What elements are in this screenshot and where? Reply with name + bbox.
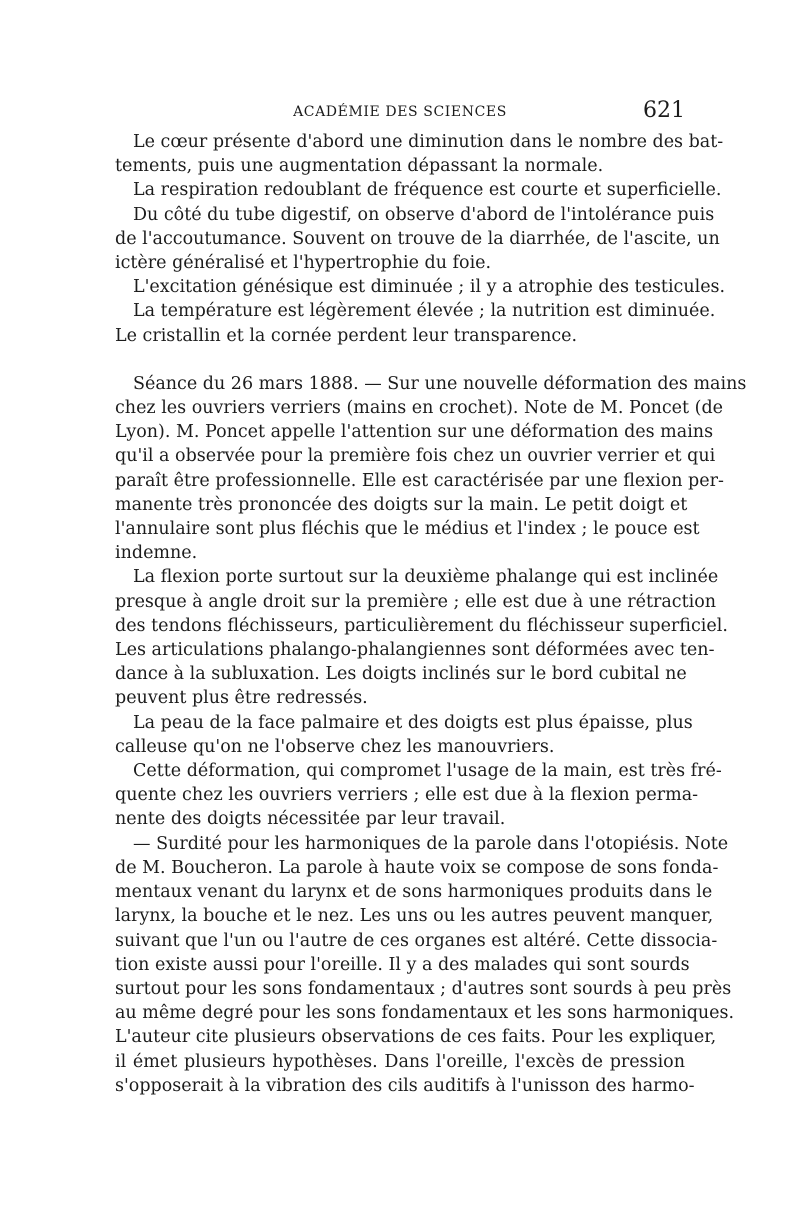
text-line: calleuse qu'on ne l'observe chez les manouvriers.: [115, 736, 555, 757]
text-line: L'excitation génésique est diminuée ; il y a atrophie des testicules.: [133, 277, 726, 298]
page-body: [115, 130, 747, 1098]
text-line: tements, puis une augmentation dépassant la normale.: [115, 156, 604, 177]
text-line: La peau de la face palmaire et des doigts est plus épaisse, plus: [133, 712, 693, 733]
text-line: peuvent plus être redressés.: [115, 688, 368, 709]
text-line: mentaux venant du larynx et de sons harmoniques produits dans le: [115, 882, 713, 903]
text-line: qu'il a observée pour la première fois chez un ouvrier verrier et qui: [115, 446, 716, 467]
text-line: Les articulations phalango-phalangiennes sont déformées avec ten-: [115, 640, 715, 661]
page-number: 621: [643, 98, 685, 123]
text-line: La flexion porte surtout sur la deuxième phalange qui est inclinée: [133, 567, 719, 588]
text-line: Le cristallin et la cornée perdent leur transparence.: [115, 325, 578, 346]
running-head: ACADÉMIE DES SCIENCES: [293, 104, 507, 120]
text-line: dance à la subluxation. Les doigts inclinés sur le bord cubital ne: [115, 664, 687, 685]
text-line: l'annulaire sont plus fléchis que le médius et l'index ; le pouce est: [115, 519, 700, 540]
text-line: Du côté du tube digestif, on observe d'abord de l'intolérance puis: [133, 204, 715, 225]
text-line: suivant que l'un ou l'autre de ces organes est altéré. Cette dissocia-: [115, 930, 718, 951]
text-line: quente chez les ouvriers verriers ; elle est due à la flexion perma-: [115, 785, 699, 806]
text-line: tion existe aussi pour l'oreille. Il y a des malades qui sont sourds: [115, 954, 690, 975]
text-line: au même degré pour les sons fondamentaux et les sons harmoniques.: [115, 1003, 735, 1024]
section-gap: [115, 348, 685, 372]
text-line: — Surdité pour les harmoniques de la parole dans l'otopiésis. Note: [133, 833, 729, 854]
text-line: presque à angle droit sur la première ; elle est due à une rétraction: [115, 591, 717, 612]
text-line: L'auteur cite plusieurs observations de ces faits. Pour les expliquer,: [115, 1027, 717, 1048]
text-line: La température est légèrement élevée ; la nutrition est diminuée.: [133, 301, 716, 322]
text-line: s'opposerait à la vibration des cils auditifs à l'unisson des harmo-: [115, 1075, 695, 1096]
text-line: Séance du 26 mars 1888. — Sur une nouvelle déformation des mains: [133, 373, 747, 394]
text-line: de M. Boucheron. La parole à haute voix se compose de sons fonda-: [115, 857, 719, 878]
text-line: il émet plusieurs hypothèses. Dans l'oreille, l'excès de pression: [115, 1051, 685, 1072]
text-line: surtout pour les sons fondamentaux ; d'autres sont sourds à peu près: [115, 978, 732, 999]
text-line: nente des doigts nécessitée par leur travail.: [115, 809, 506, 830]
page-header: [115, 98, 685, 128]
text-line: larynx, la bouche et le nez. Les uns ou les autres peuvent manquer,: [115, 906, 714, 927]
text-line: des tendons fléchisseurs, particulièrement du fléchisseur superficiel.: [115, 615, 728, 636]
text-line: La respiration redoublant de fréquence est courte et superficielle.: [133, 180, 722, 201]
text-line: Cette déformation, qui compromet l'usage de la main, est très fré-: [133, 761, 722, 782]
text-line: ictère généralisé et l'hypertrophie du foie.: [115, 253, 492, 274]
text-line: indemne.: [115, 543, 198, 564]
text-line: Le cœur présente d'abord une diminution dans le nombre des bat-: [133, 132, 724, 152]
text-line: paraît être professionnelle. Elle est caractérisée par une flexion per-: [115, 470, 724, 491]
text-line: manente très prononcée des doigts sur la main. Le petit doigt et: [115, 494, 688, 515]
text-line: chez les ouvriers verriers (mains en crochet). Note de M. Poncet (de: [115, 398, 724, 419]
text-line: de l'accoutumance. Souvent on trouve de la diarrhée, de l'ascite, un: [115, 228, 720, 249]
text-line: Lyon). M. Poncet appelle l'attention sur une déformation des mains: [115, 422, 714, 443]
